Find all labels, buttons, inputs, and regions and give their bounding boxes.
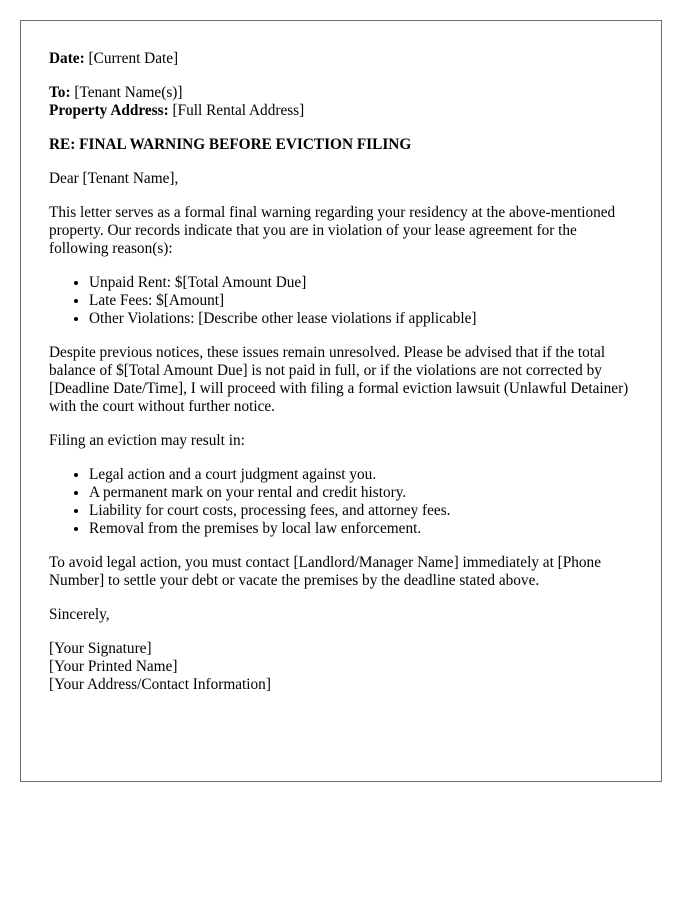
- reasons-list: [49, 274, 633, 328]
- recipient-block: [49, 84, 633, 120]
- list-item: • A permanent mark on your rental and credit history.: [89, 484, 633, 502]
- list-item: • Unpaid Rent: $[Total Amount Due]: [89, 274, 633, 292]
- list-item: • Other Violations: [Describe other lease violations if applicable]: [89, 310, 633, 328]
- list-item: • Legal action and a court judgment against you.: [89, 466, 633, 484]
- closing-instructions: To avoid legal action, you must contact [Landlord/Manager Name] immediately at [Phone Number] to settle your debt or vacate the premises by the deadline stated above.: [49, 554, 601, 589]
- date-value: [Current Date]: [88, 50, 179, 67]
- to-line: [49, 84, 633, 102]
- date-label: Date:: [49, 50, 85, 67]
- property-address-line: [49, 102, 633, 120]
- to-label: To:: [49, 84, 71, 101]
- property-address-value: [Full Rental Address]: [172, 102, 305, 119]
- notice-paragraph: Despite previous notices, these issues remain unresolved. Please be advised that if the total balance of $[Total Amount Due] is not paid in full, or if the violations are not corrected by [Deadline Date/Time], I will proceed with filing a formal eviction lawsuit (Unlawful Detainer) with the court without further notice.: [49, 344, 629, 415]
- to-value: [Tenant Name(s)]: [74, 84, 183, 101]
- intro-paragraph: This letter serves as a formal final warning regarding your residency at the above-mentioned property. Our records indicate that you are in violation of your lease agreement for the following reason(s):: [49, 204, 616, 257]
- printed-name-line: [Your Printed Name]: [49, 658, 178, 675]
- salutation: Dear [Tenant Name],: [49, 170, 179, 187]
- eviction-warning-letter: [20, 20, 662, 782]
- contact-info-line: [Your Address/Contact Information]: [49, 676, 271, 693]
- date-line: [49, 50, 633, 68]
- list-item: • Late Fees: $[Amount]: [89, 292, 633, 310]
- signature-line: [Your Signature]: [49, 640, 152, 657]
- consequences-list: [49, 466, 633, 538]
- signature-block: [49, 640, 633, 694]
- list-item: • Liability for court costs, processing fees, and attorney fees.: [89, 502, 633, 520]
- consequences-intro: Filing an eviction may result in:: [49, 432, 245, 449]
- list-item: • Removal from the premises by local law enforcement.: [89, 520, 633, 538]
- subject-line: RE: FINAL WARNING BEFORE EVICTION FILING: [49, 136, 412, 153]
- signoff: Sincerely,: [49, 606, 110, 623]
- property-address-label: Property Address:: [49, 102, 169, 119]
